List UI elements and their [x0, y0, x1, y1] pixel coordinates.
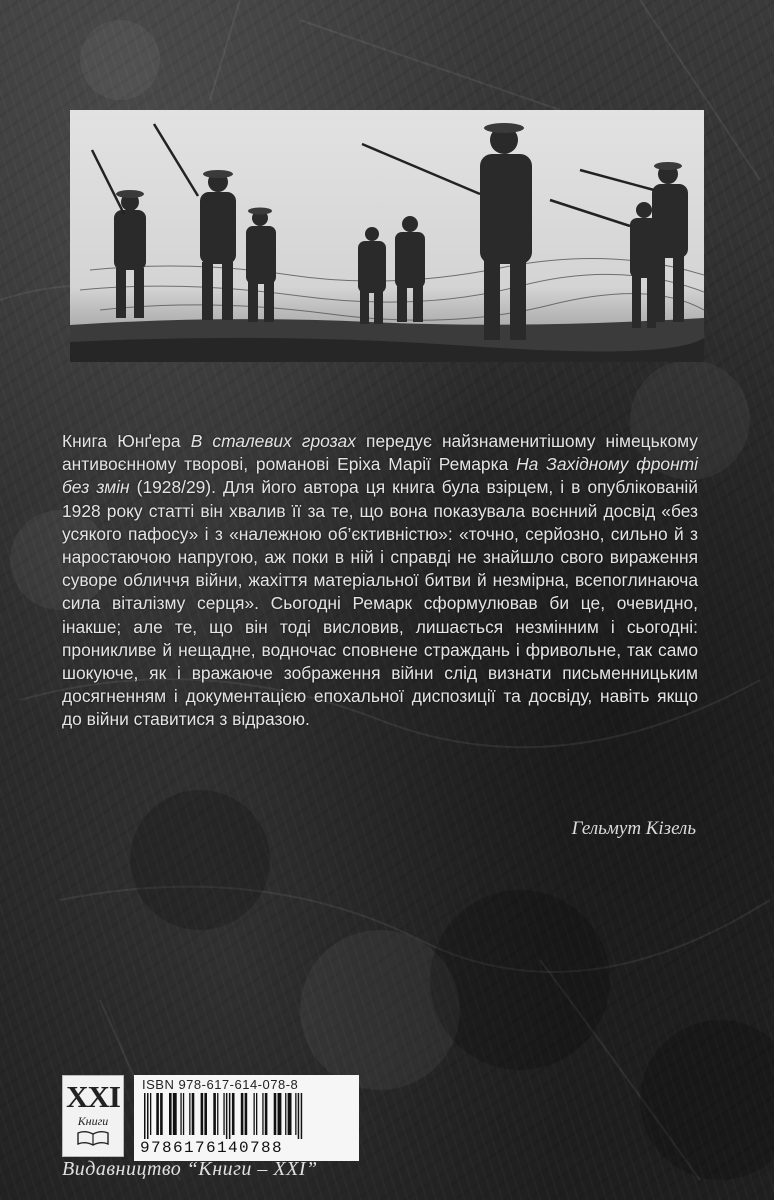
- barcode-bar: [160, 1093, 163, 1135]
- cover-photo-soldiers: [70, 110, 704, 362]
- barcode-bar: [189, 1093, 190, 1135]
- barcode-bar: [173, 1093, 177, 1135]
- barcode-bar: [144, 1093, 146, 1139]
- barcode-bar: [223, 1093, 224, 1135]
- isbn-barcode: [134, 1075, 359, 1161]
- barcode-bar: [192, 1093, 195, 1135]
- barcode-bar: [254, 1093, 255, 1135]
- publisher-logo-label: Книги: [77, 1114, 109, 1128]
- barcode-bar: [217, 1093, 218, 1135]
- blurb-text-2: передує найзнаменитішому німецькому антивоєнному творові, романові Еріха Марії Ремарка: [62, 431, 698, 475]
- barcode-bar: [295, 1093, 296, 1135]
- isbn-label: ISBN 978-617-614-078-8: [142, 1077, 299, 1092]
- barcode-bar: [201, 1093, 204, 1135]
- back-cover-blurb: [62, 430, 698, 732]
- barcode-bar: [150, 1093, 151, 1135]
- barcode-bar: [278, 1093, 282, 1135]
- barcode-bar: [245, 1093, 248, 1135]
- barcode-bar: [265, 1093, 268, 1135]
- barcode-bar: [285, 1093, 286, 1135]
- barcode-bar: [232, 1093, 235, 1135]
- barcode-bar: [262, 1093, 263, 1135]
- barcode-bar: [301, 1093, 303, 1139]
- barcode-bar: [213, 1093, 216, 1135]
- ean-number: 9786176140788: [140, 1139, 284, 1157]
- barcode-bar: [156, 1093, 159, 1135]
- barcode-bar: [229, 1093, 231, 1139]
- blurb-text-1: Книга Юнґера: [62, 431, 191, 451]
- blurb-book-title-2: На Західному фронті без змін: [62, 454, 698, 498]
- barcode-bar: [288, 1093, 292, 1135]
- barcode-bar: [169, 1093, 172, 1135]
- barcode-bar: [298, 1093, 300, 1139]
- barcode-bar: [256, 1093, 257, 1135]
- publisher-name: Видавництво “Книги – XXI”: [62, 1158, 318, 1180]
- barcode-bar: [274, 1093, 277, 1135]
- barcode-bars: [144, 1093, 349, 1139]
- barcode-bar: [226, 1093, 228, 1139]
- publisher-logo-mark: XXI: [66, 1079, 120, 1114]
- publisher-logo: [62, 1075, 124, 1157]
- barcode-bar: [147, 1093, 149, 1139]
- barcode-bar: [180, 1093, 181, 1135]
- blurb-book-title-1: В сталевих грозах: [190, 431, 356, 451]
- quote-author: Гельмут Кізель: [571, 818, 696, 839]
- barcode-bar: [241, 1093, 244, 1135]
- blurb-text-3: (1928/29). Для його автора ця книга була взірцем, і в опублікованій 1928 року статті він хвалив її за те, що вона показувала воєнний досвід «без усякого пафосу» і з «належною об’єктивністю»: «точно, серйозно, сильно й з наростаючою напругою, аж поки в ній і справді не знайшло свого вираження суворе обличчя війни, жахіття матеріальної битви й незмірна, всепоглинаюча сила віталізму серця». Сьогодні Ремарк сформулював би це, очевидно, інакше; але те, що він тоді висловив, лишається незмінним і сьогодні: проникливе й нещадне, водночас сповнене страждань і фривольне, так само шокуюче, як і вражаюче зображення війни слід визнати письменницьким досягненням і документацією епохальної диспозиції та досвіду, навіть якщо до війни ставитися з відразою.: [62, 477, 698, 730]
- open-book-icon: [76, 1130, 110, 1146]
- barcode-bar: [183, 1093, 184, 1135]
- barcode-bar: [204, 1093, 207, 1135]
